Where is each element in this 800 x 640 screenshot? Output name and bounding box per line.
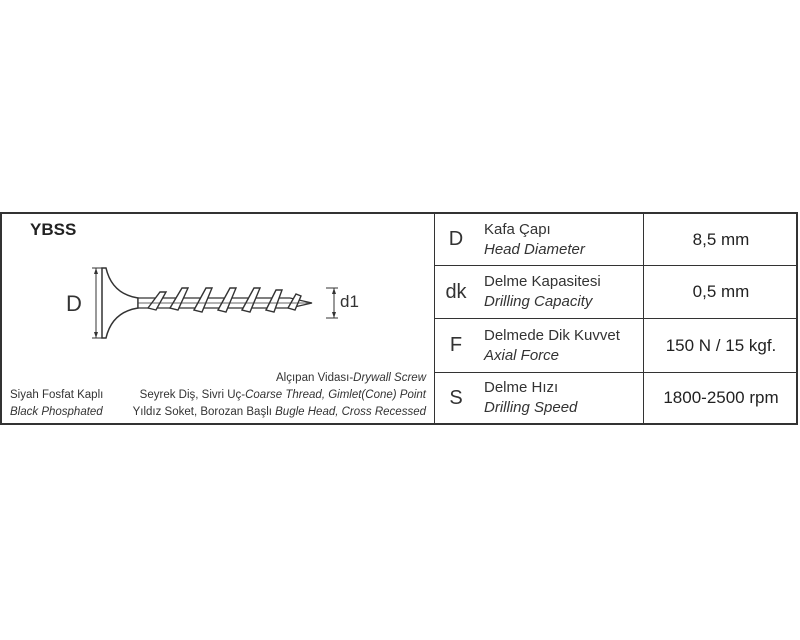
spec-label [484, 373, 644, 423]
product-code: YBSS [30, 220, 77, 239]
spec-label-tr: Delme Kapasitesi [484, 273, 601, 290]
spec-label [484, 214, 644, 265]
screw-type-caption [276, 372, 426, 384]
spec-label [484, 319, 644, 372]
screw-diagram-icon [90, 264, 340, 344]
finish-en: Black Phosphated [10, 406, 103, 418]
spec-row-axial-force [435, 319, 798, 373]
spec-label-tr: Delme Hızı [484, 379, 559, 396]
spec-symbol: S [449, 386, 463, 409]
dimension-d1-label: d1 [340, 292, 359, 311]
spec-card [0, 212, 798, 425]
dimension-d-label: D [66, 291, 82, 316]
head-tr: Yıldız Soket, Borozan Başlı [132, 406, 276, 418]
spec-label [484, 266, 644, 318]
thread-caption [140, 389, 426, 401]
thread-en: Coarse Thread, Gimlet(Cone) Point [245, 389, 426, 401]
product-panel [2, 214, 435, 423]
head-en: Bugle Head, Cross Recessed [275, 406, 426, 418]
thread-tr: Seyrek Diş, Sivri Uç- [139, 389, 246, 401]
finish-tr: Siyah Fosfat Kaplı [10, 389, 104, 401]
spec-label-en: Drilling Capacity [484, 293, 593, 310]
screw-type-en: Drywall Screw [353, 372, 426, 384]
spec-value: 1800-2500 rpm [643, 373, 798, 423]
spec-value: 0,5 mm [643, 266, 798, 318]
spec-table [435, 214, 798, 423]
spec-label-en: Drilling Speed [484, 399, 578, 416]
spec-label-en: Axial Force [484, 346, 560, 364]
screw-type-tr: Alçıpan Vidası- [276, 372, 354, 384]
spec-row-drilling-speed [435, 373, 798, 423]
spec-row-head-diameter [435, 214, 798, 266]
spec-value: 8,5 mm [643, 214, 798, 265]
head-caption [133, 406, 426, 418]
spec-label-en: Head Diameter [484, 240, 585, 258]
spec-value: 150 N / 15 kgf. [643, 319, 798, 372]
spec-symbol: dk [445, 280, 467, 303]
spec-row-drilling-capacity [435, 266, 798, 319]
spec-label-tr: Delmede Dik Kuvvet [484, 326, 620, 344]
spec-label-tr: Kafa Çapı [484, 220, 551, 238]
spec-symbol: D [448, 228, 464, 250]
spec-symbol: F [449, 334, 463, 356]
